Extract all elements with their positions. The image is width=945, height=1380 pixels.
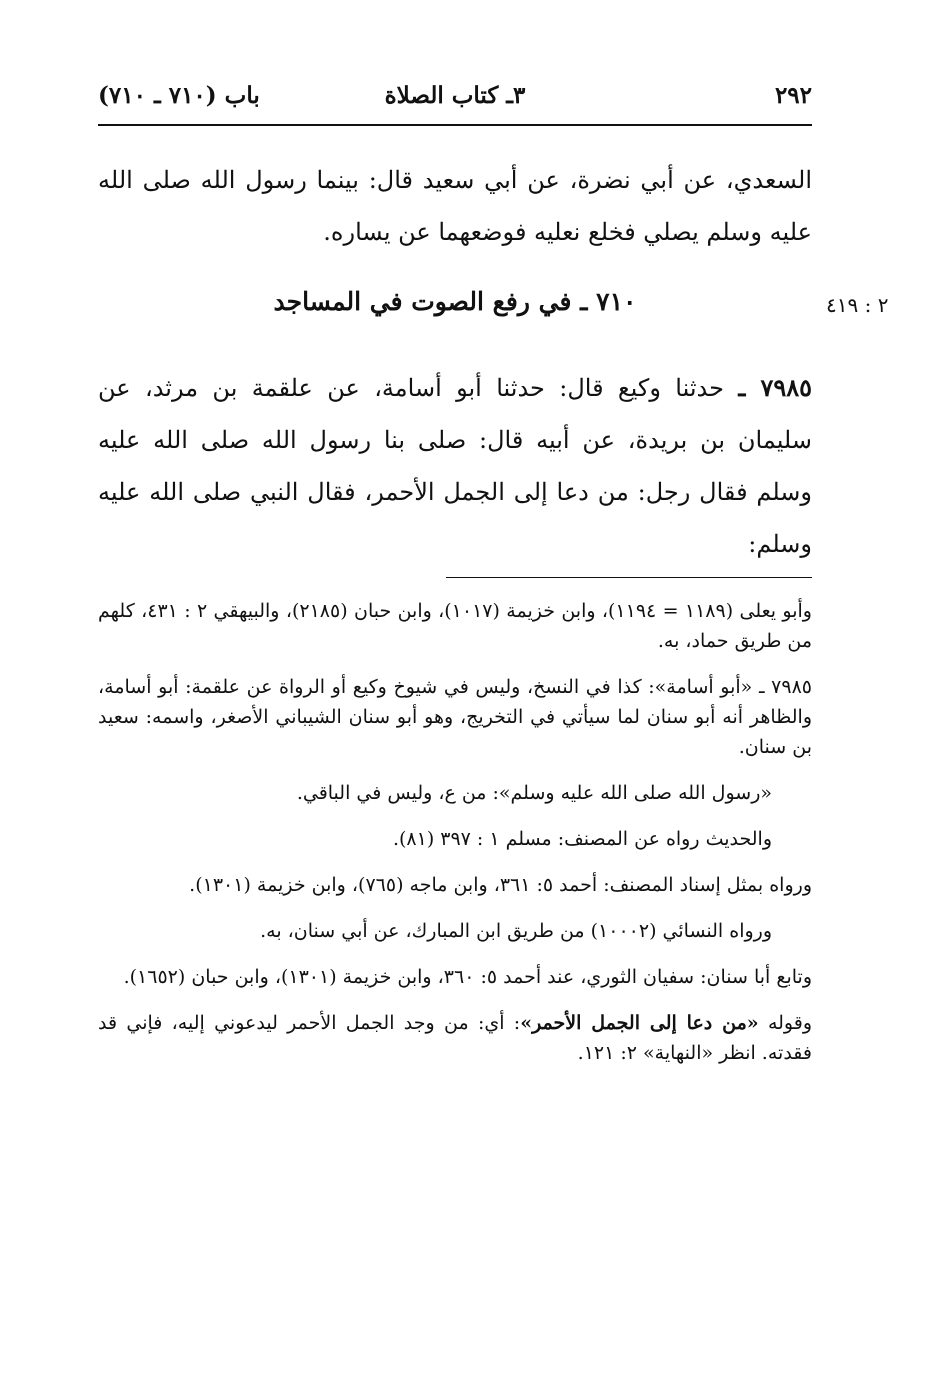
footnote-rest: : أي: من وجد الجمل الأحمر ليدعوني إليه، فإني قد فقدته. انظر «النهاية» ٢: ١٢١.: [98, 1012, 812, 1064]
footnote-item: [98, 1008, 812, 1068]
footnote-item: ورواه النسائي (١٠٠٠٢) من طريق ابن المبارك، عن أبي سنان، به.: [260, 920, 772, 942]
footnote-item: وأبو يعلى (١١٨٩ = ١١٩٤)، وابن خزيمة (١٠١٧)، وابن حبان (٢١٨٥)، والبيهقي ٢ : ٤٣١، كلهم من طريق حماد، به.: [98, 600, 812, 652]
footnote-item: ٧٩٨٥ ـ «أبو أسامة»: كذا في النسخ، وليس في شيوخ وكيع أو الرواة عن علقمة: أبو أسامة، والظاهر أنه أبو سنان لما سيأتي في التخريج، وهو أبو سنان الشيباني الأصغر، واسمه: سعيد بن سنان.: [98, 676, 812, 758]
footnotes: [98, 596, 812, 1084]
hadith-number: ٧٩٨٥ ـ: [738, 373, 813, 402]
footnote-divider: [446, 577, 812, 578]
footnote-item: ورواه بمثل إسناد المصنف: أحمد ٥: ٣٦١، وابن ماجه (٧٦٥)، وابن خزيمة (١٣٠١).: [189, 874, 812, 896]
footnote-item: «رسول الله صلى الله عليه وسلم»: من ع، وليس في الباقي.: [296, 782, 772, 804]
page-number: ٢٩٢: [774, 82, 812, 109]
hadith-paragraph: [98, 362, 812, 570]
page-header: [98, 82, 812, 118]
footnote-item: والحديث رواه عن المصنف: مسلم ١ : ٣٩٧ (٨١).: [392, 828, 772, 850]
footnote-quote: «من دعا إلى الجمل الأحمر»: [520, 1012, 759, 1034]
footnote-item: وتابع أبا سنان: سفيان الثوري، عند أحمد ٥: ٣٦٠، وابن خزيمة (١٣٠١)، وابن حبان (١٦٥٢).: [123, 966, 812, 988]
intro-paragraph: السعدي، عن أبي نضرة، عن أبي سعيد قال: بينما رسول الله صلى الله عليه وسلم يصلي فخلع نعليه فوضعهما عن يساره.: [98, 166, 812, 246]
footnote-lead: وقوله: [758, 1012, 812, 1034]
chapter-range: باب (٧١٠ ـ ٧١٠): [98, 82, 260, 109]
section-title: ٧١٠ ـ في رفع الصوت في المساجد: [273, 287, 637, 316]
margin-reference: ٢ : ٤١٩: [826, 293, 889, 317]
book-title: ٣ـ كتاب الصلاة: [384, 82, 526, 109]
header-divider: [98, 124, 812, 126]
hadith-text: حدثنا وكيع قال: حدثنا أبو أسامة، عن علقمة بن مرثد، عن سليمان بن بريدة، عن أبيه قال: صلى بنا رسول الله صلى الله عليه وسلم فقال رجل: من دعا إلى الجمل الأحمر، فقال النبي صلى الله عليه وسلم:: [98, 374, 812, 558]
